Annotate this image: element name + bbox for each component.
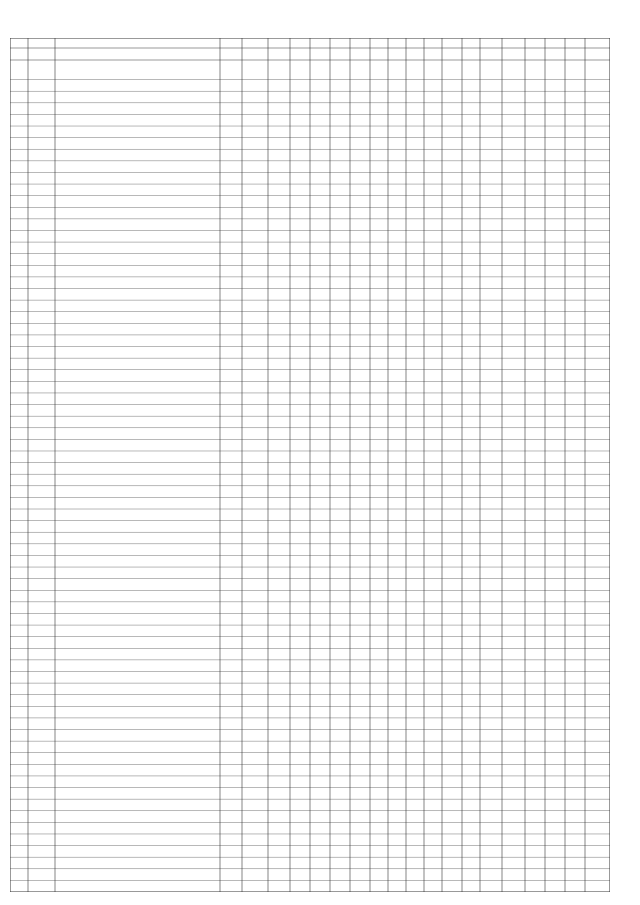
table-grid bbox=[10, 38, 610, 892]
data-table bbox=[10, 38, 610, 892]
